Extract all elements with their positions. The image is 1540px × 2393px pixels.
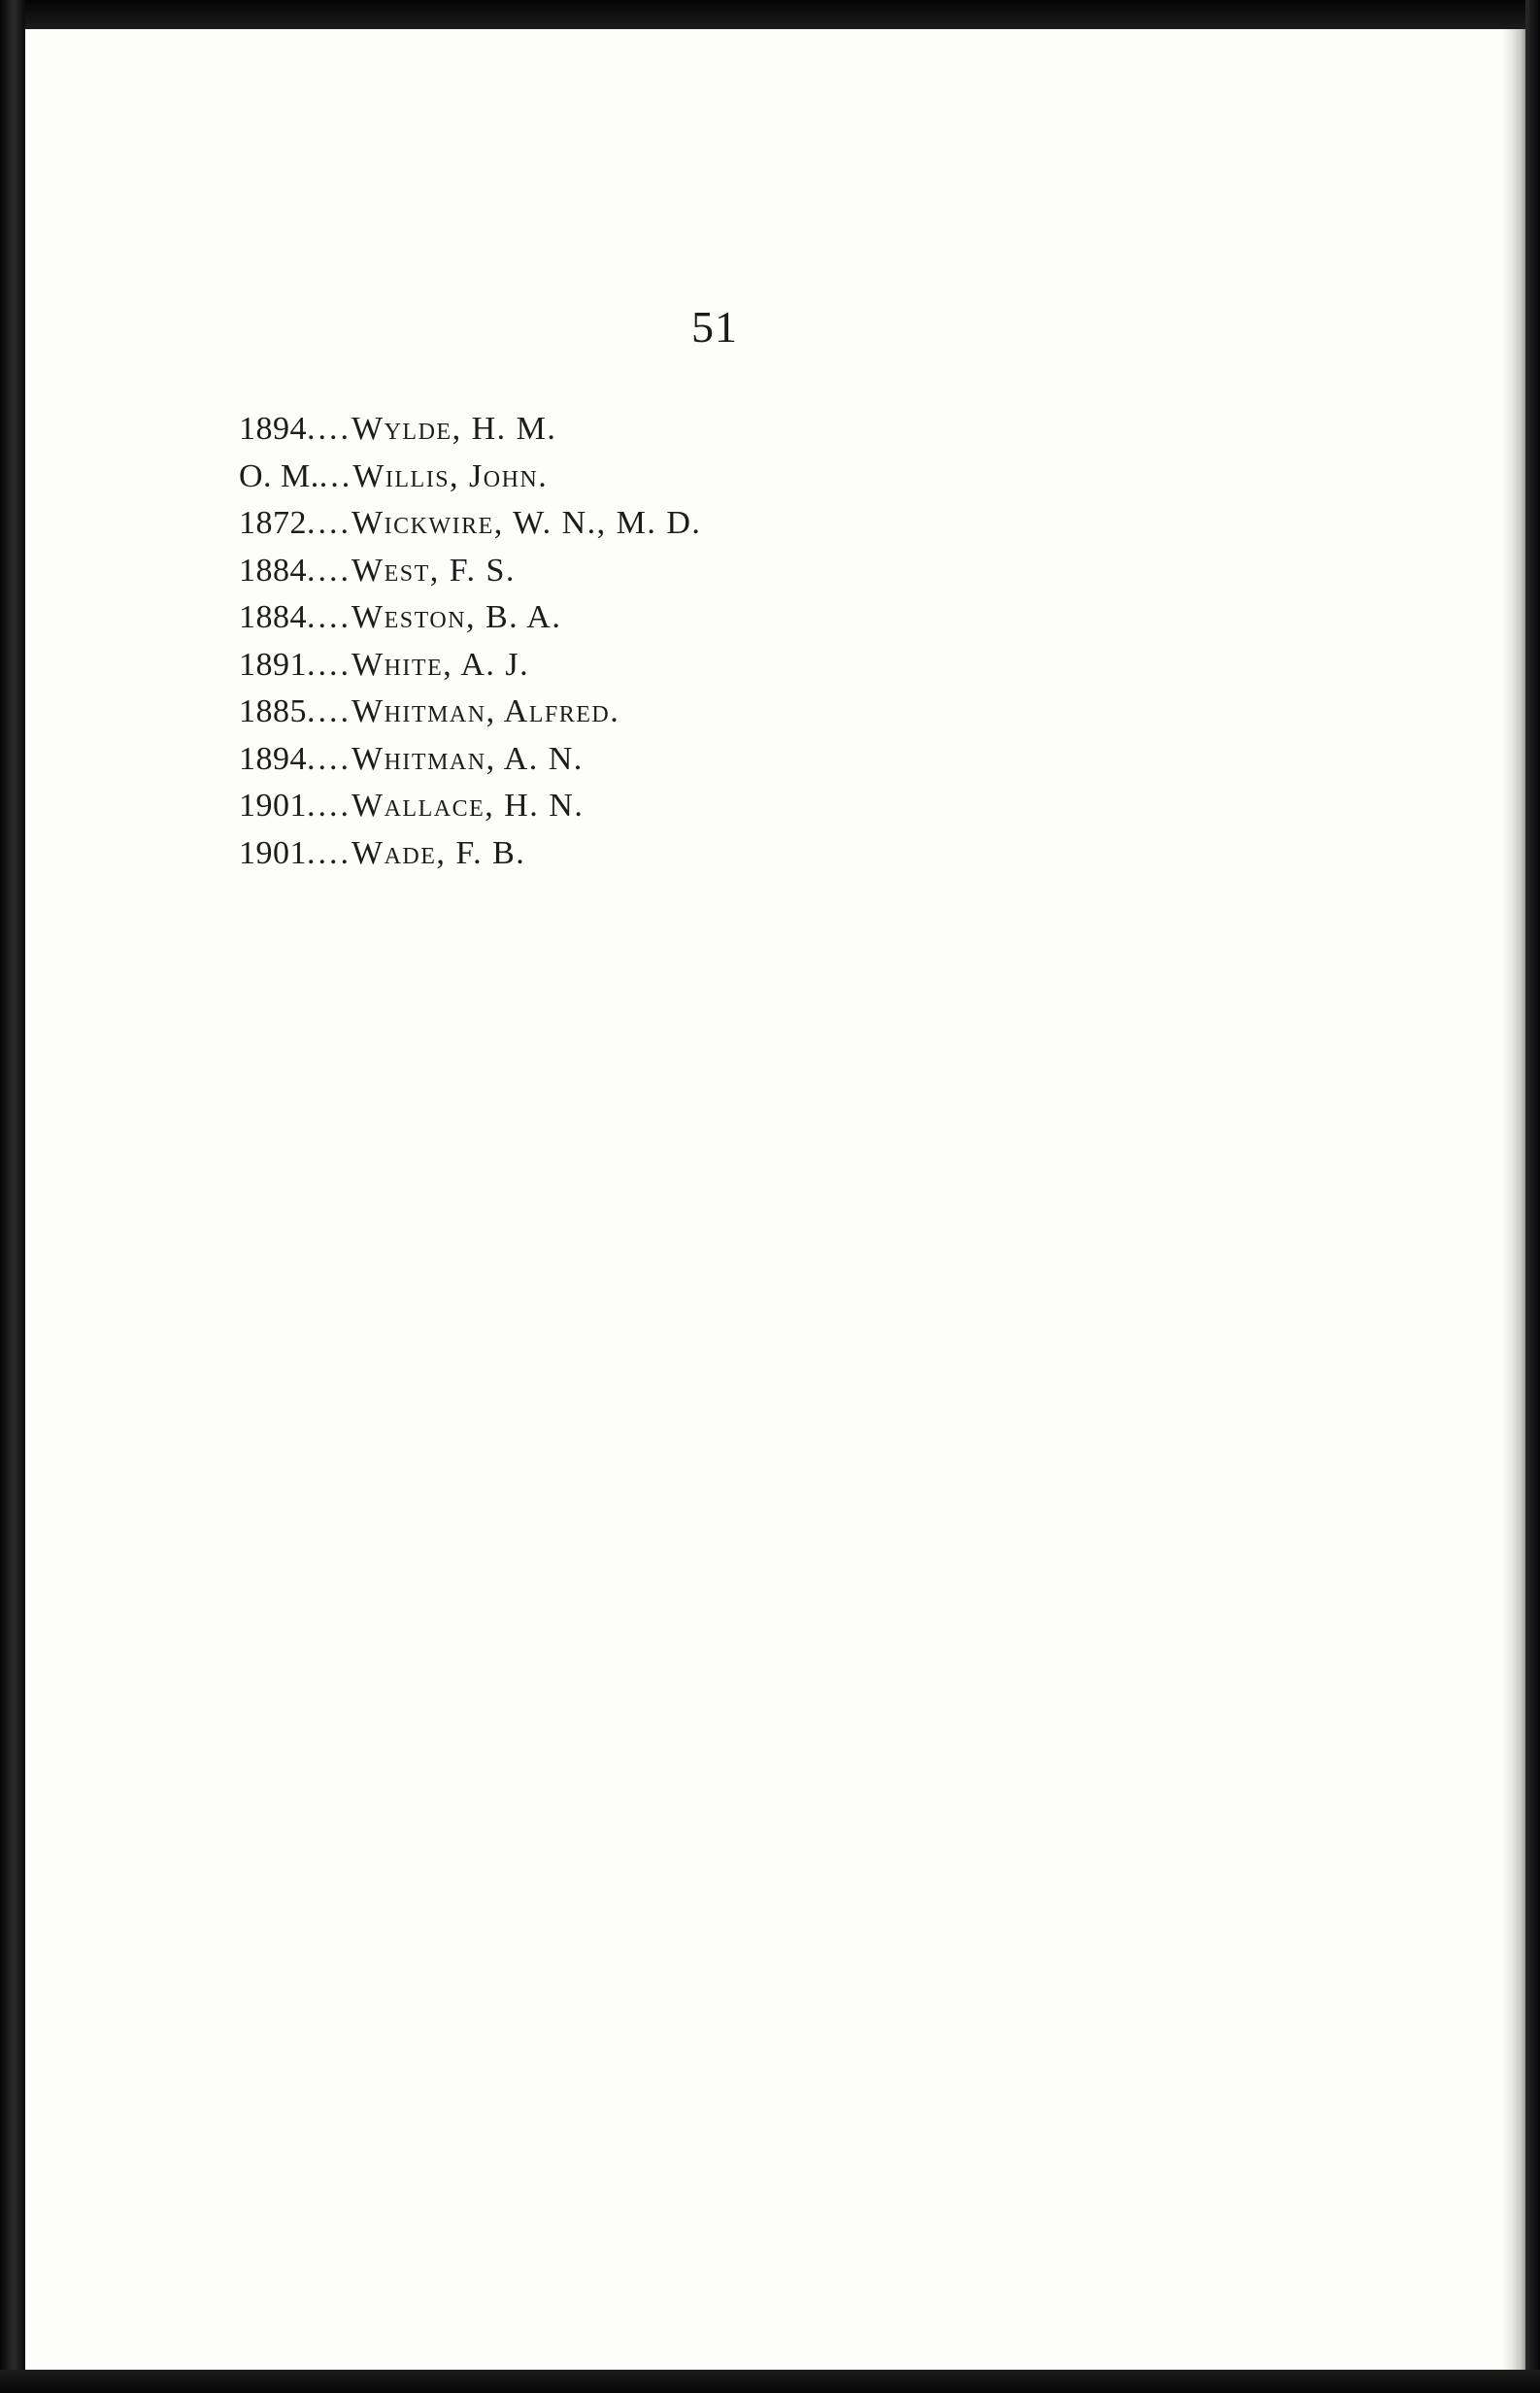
entry-name: Weston, B. A. [352, 599, 562, 635]
entry-name: Whitman, Alfred. [352, 693, 620, 729]
entry-year: 1894 [239, 740, 307, 777]
entry-leader-dots: .... [307, 599, 352, 635]
entry-year: 1872 [239, 505, 307, 541]
entry-leader-dots: .... [307, 834, 352, 871]
scan-border-bottom [0, 2370, 1540, 2393]
entry-name: Whitman, A. N. [352, 740, 584, 777]
entry-year: 1884 [239, 552, 307, 589]
entry-leader-dots: .... [307, 505, 352, 541]
list-item [239, 500, 701, 548]
entry-name: Willis, John. [352, 457, 549, 494]
entry-year: 1901 [239, 834, 307, 871]
entry-leader-dots: .... [307, 693, 352, 729]
page-number: 51 [691, 302, 738, 352]
entry-leader-dots: .... [307, 646, 352, 683]
entry-leader-dots: ... [318, 457, 353, 494]
entry-name: Wickwire, W. N., M. D. [352, 505, 702, 541]
entry-name: Wallace, H. N. [352, 788, 585, 824]
list-item [239, 548, 701, 595]
entry-leader-dots: .... [307, 552, 352, 589]
list-item [239, 783, 701, 830]
entry-year: 1885 [239, 693, 307, 729]
entry-year: 1891 [239, 646, 307, 683]
member-list [239, 406, 701, 877]
entry-leader-dots: .... [307, 788, 352, 824]
entry-year: 1884 [239, 599, 307, 635]
list-item [239, 689, 701, 736]
list-item [239, 830, 701, 878]
entry-leader-dots: .... [307, 740, 352, 777]
list-item [239, 454, 701, 501]
list-item [239, 406, 701, 454]
list-item [239, 642, 701, 690]
entry-year: O. M. [239, 457, 319, 494]
book-spine-edge [0, 0, 25, 2393]
entry-year: 1901 [239, 788, 307, 824]
list-item [239, 736, 701, 784]
scan-border-top [0, 0, 1540, 29]
page-edge-shadow [1502, 29, 1525, 2370]
scan-border-right [1525, 0, 1540, 2393]
entry-name: West, F. S. [352, 552, 516, 589]
entry-name: Wylde, H. M. [352, 411, 557, 447]
entry-name: White, A. J. [352, 646, 530, 683]
book-page [25, 29, 1525, 2370]
entry-leader-dots: .... [307, 411, 352, 447]
entry-name: Wade, F. B. [352, 834, 526, 871]
list-item [239, 594, 701, 642]
entry-year: 1894 [239, 411, 307, 447]
